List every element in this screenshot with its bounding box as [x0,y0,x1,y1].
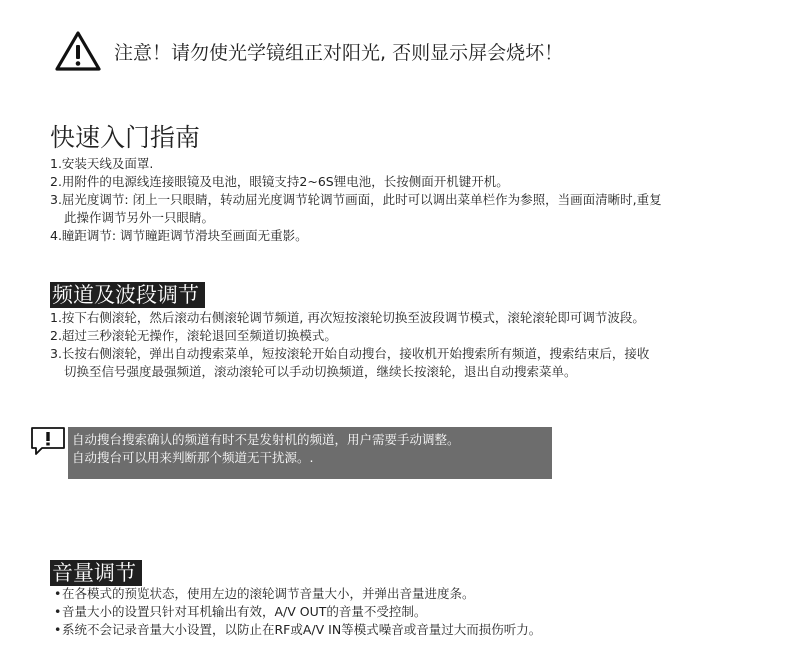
quick-start-title: 快速入门指南 [50,123,201,152]
warning-banner [54,30,563,72]
channel-list [50,309,780,381]
volume-title: 音量调节 [50,560,142,586]
list-item: • 音量大小的设置只针对耳机输出有效，A/V OUT的音量不受控制。 [54,604,427,619]
list-item: 2.用附件的电源线连接眼镜及电池，眼镜支持2~6S锂电池，长按侧面开机键开机。 [50,174,509,189]
list-item: 4.瞳距调节: 调节瞳距调节滑块至画面无重影。 [50,228,308,243]
channel-title: 频道及波段调节 [50,282,205,308]
list-item: • 在各模式的预览状态，使用左边的滚轮调节音量大小，并弹出音量进度条。 [54,586,475,601]
bullet-icon: • [54,604,62,619]
note-exclamation-icon [30,426,66,456]
list-item: 1.安装天线及面罩. [50,156,154,171]
list-item: • 系统不会记录音量大小设置，以防止在RF或A/V IN等模式噪音或音量过大而损伤听力。 [54,622,542,637]
list-item: 2.超过三秒滚轮无操作，滚轮退回至频道切换模式。 [50,328,337,343]
note-line: 自动搜台搜索确认的频道有时不是发射机的频道，用户需要手动调整。 [72,432,460,447]
note-line: 自动搜台可以用来判断那个频道无干扰源。. [72,450,314,465]
bullet-icon: • [54,586,62,601]
list-item: 3.长按右侧滚轮，弹出自动搜索菜单，短按滚轮开始自动搜台，接收机开始搜索所有频道，搜索结束后，接收 切换至信号强度最强频道，滚动滚轮可以手动切换频道，继续长按滚轮，退出自动搜索菜单。 [50,346,650,379]
warning-triangle-icon [54,30,102,72]
list-item: 3.屈光度调节: 闭上一只眼睛，转动屈光度调节轮调节画面，此时可以调出菜单栏作为参照，当画面清晰时,重复 此操作调节另外一只眼睛。 [50,192,662,225]
note-box [68,427,552,479]
warning-text: 注意！请勿使光学镜组正对阳光, 否则显示屏会烧坏！ [114,41,564,64]
bullet-icon: • [54,622,62,637]
volume-list [50,585,780,639]
quick-start-list [50,155,780,245]
list-item: 1.按下右侧滚轮，然后滚动右侧滚轮调节频道, 再次短按滚轮切换至波段调节模式，滚轮滚轮即可调节波段。 [50,310,645,325]
